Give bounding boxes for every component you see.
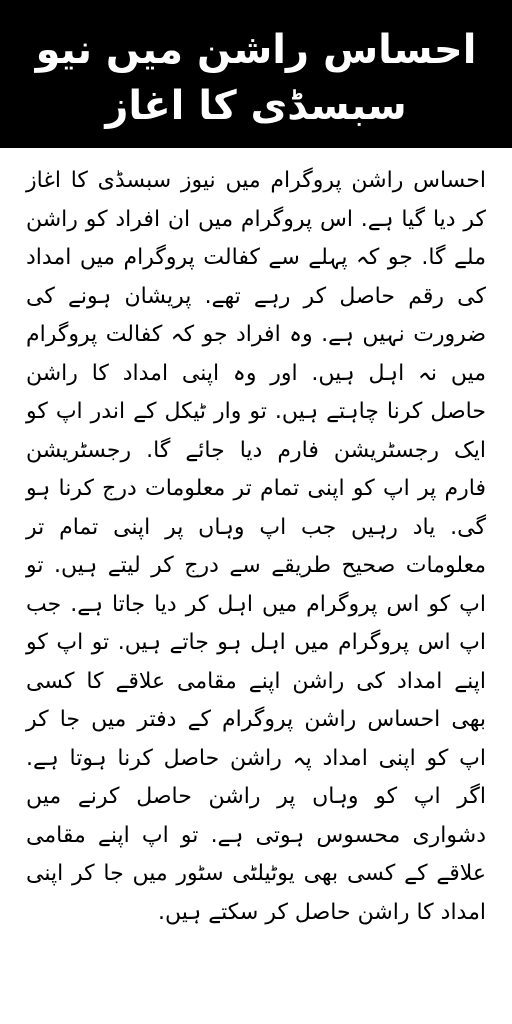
article-body: احساس راشن پروگرام میں نیوز سبسڈی کا اغاز کر دیا گیا ہے. اس پروگرام میں ان افراد کو راشن ملے گا. جو کہ پہلے سے کفالت پروگرام میں امداد کی رقم حاصل کر رہے تھے. پریشان ہونے کی ضرورت نہیں ہے. وہ افراد جو کہ کفالت پروگرام میں نہ اہل ہیں. اور وہ اپنی امداد کا راشن حاصل کرنا چاہتے ہیں. تو وار ٹیکل کے اندر اپ کو ایک رجسٹریشن فارم دیا جائے گا. رجسٹریشن فارم پر اپ کو اپنی تمام تر معلومات درج کرنا ہو گی. یاد رہیں جب اپ وہاں پر اپنی تمام تر معلومات صحیح طریقے سے درج کر لیتے ہیں. تو اپ کو اس پروگرام میں اہل کر دیا جاتا ہے. جب اپ اس پروگرام میں اہل ہو جاتے ہیں. تو اپ کو اپنے امداد کی راشن اپنے مقامی علاقے کا کسی بھی احساس راشن پروگرام کے دفتر میں جا کر اپ کو اپنی امداد پہ راشن حاصل کرنا ہوتا ہے. اگر اپ کو وہاں پر راشن حاصل کرنے میں دشواری محسوس ہوتی ہے. تو اپ اپنے مقامی علاقے کے کسی بھی یوٹیلٹی سٹور میں جا کر اپنی امداد کا راشن حاصل کر سکتے ہیں.: [26, 168, 486, 925]
article: [0, 148, 512, 1024]
header-banner: [0, 0, 512, 148]
page-title: احساس راشن میں نیو سبسڈی کا اغاز: [35, 27, 477, 129]
